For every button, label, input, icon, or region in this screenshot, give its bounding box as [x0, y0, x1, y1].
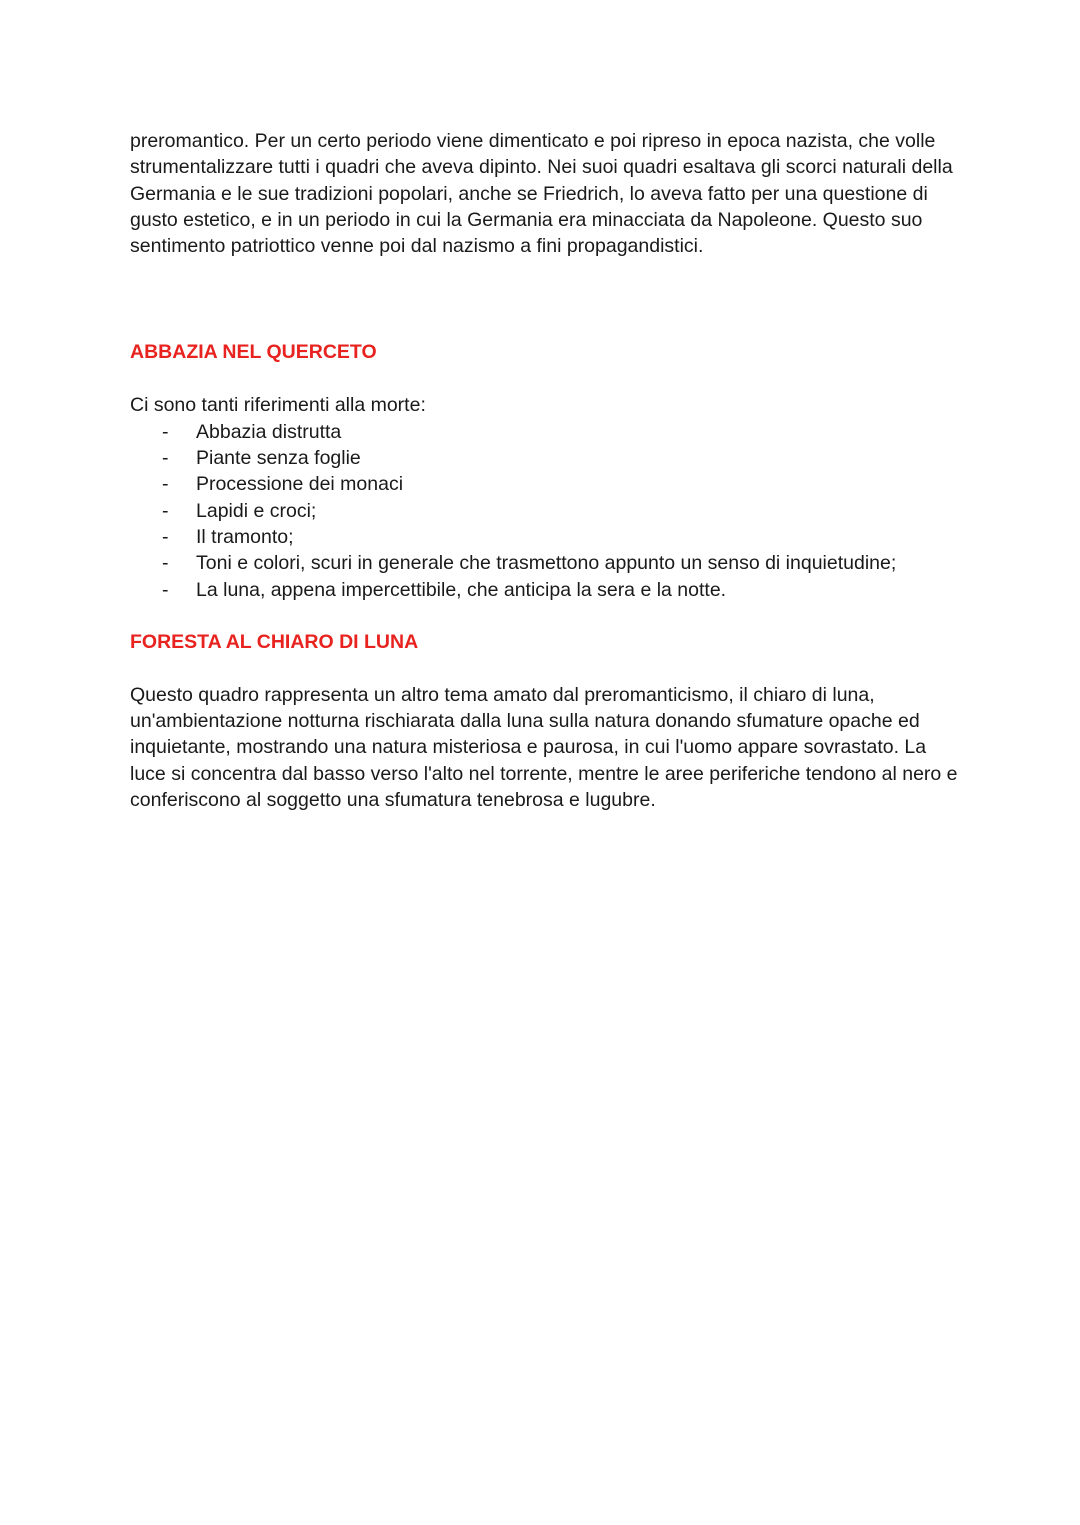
- list-item-text: Toni e colori, scuri in generale che trasmettono appunto un senso di inquietudine;: [196, 552, 897, 575]
- list-item: [130, 445, 960, 471]
- list-intro-text: Ci sono tanti riferimenti alla morte:: [130, 394, 426, 417]
- list-item-text: Lapidi e croci;: [196, 499, 317, 522]
- bullet-dash: -: [162, 420, 169, 443]
- bullet-dash: -: [162, 473, 169, 496]
- list-item-text: Abbazia distrutta: [196, 420, 342, 443]
- bullet-dash: -: [162, 525, 169, 548]
- document-content: [130, 128, 960, 813]
- list-item-text: Piante senza foglie: [196, 447, 361, 470]
- bullet-dash: -: [162, 552, 169, 575]
- list-item: [130, 550, 960, 576]
- list-item: [130, 471, 960, 497]
- section-heading-abbazia: ABBAZIA NEL QUERCETO: [130, 341, 377, 364]
- bullet-dash: -: [162, 447, 169, 470]
- bullet-dash: -: [162, 578, 169, 601]
- list-item: [130, 524, 960, 550]
- list-item-text: Il tramonto;: [196, 525, 294, 548]
- foresta-paragraph: Questo quadro rappresenta un altro tema amato dal preromanticismo, il chiaro di luna, un'ambientazione notturna rischiarata dalla luna sulla natura donando sfumature opache ed inquietante, mostrando una natura misteriosa e paurosa, in cui l'uomo appare sovrastato. La luce si concentra dal basso verso l'alto nel torrente, mentre le aree periferiche tendono al nero e conferiscono al soggetto una sfumatura tenebrosa e lugubre.: [130, 683, 958, 812]
- list-item: [130, 577, 960, 603]
- section-heading-foresta: FORESTA AL CHIARO DI LUNA: [130, 630, 419, 653]
- death-references-list: [130, 419, 960, 603]
- list-item: [130, 498, 960, 524]
- list-item-text: Processione dei monaci: [196, 473, 404, 496]
- intro-paragraph: preromantico. Per un certo periodo viene dimenticato e poi ripreso in epoca nazista, che volle strumentalizzare tutti i quadri che aveva dipinto. Nei suoi quadri esaltava gli scorci naturali della Germania e le sue tradizioni popolari, anche se Friedrich, lo aveva fatto per una questione di gusto estetico, e in un periodo in cui la Germania era minacciata da Napoleone. Questo suo sentimento patriottico venne poi dal nazismo a fini propagandistici.: [130, 130, 953, 258]
- list-item: [130, 419, 960, 445]
- bullet-dash: -: [162, 499, 169, 522]
- list-item-text: La luna, appena impercettibile, che anticipa la sera e la notte.: [196, 578, 727, 601]
